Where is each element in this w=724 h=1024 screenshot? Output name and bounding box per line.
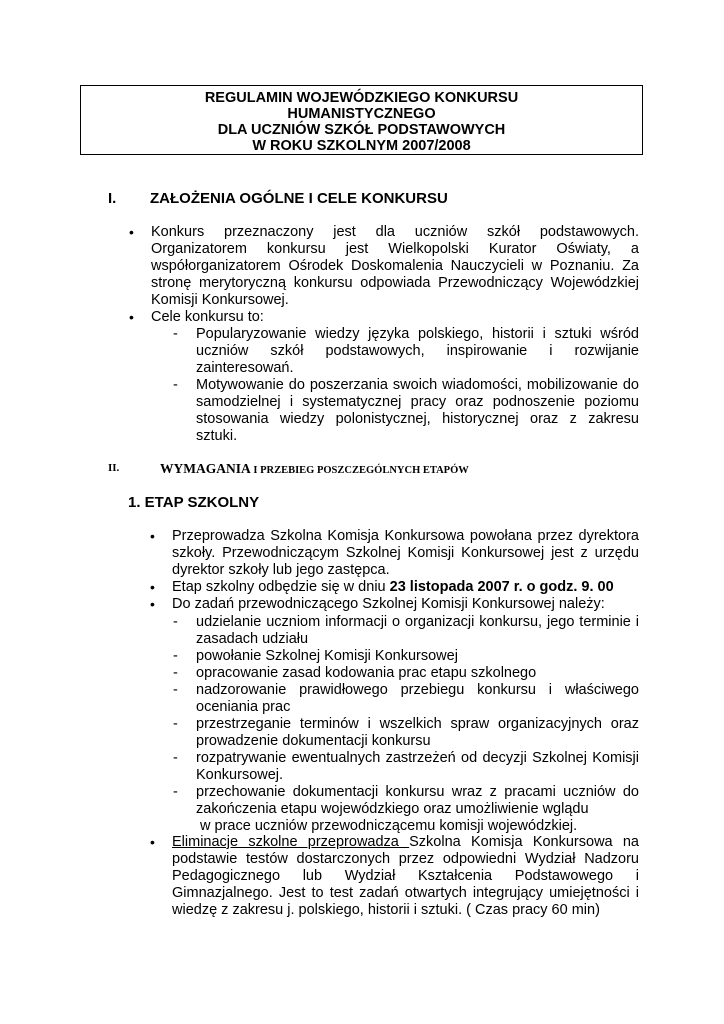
stage-1-date: 23 listopada 2007 r. o godz. 9. 00 — [389, 579, 614, 595]
duty-5: przestrzeganie terminów i wszelkich spraw organizacyjnych oraz prowadzenie dokumentacji konkursu — [196, 716, 639, 749]
duty-7: przechowanie dokumentacji konkursu wraz z pracami uczniów do zakończenia etapu wojewódzkiego oraz umożliwienie wglądu — [196, 784, 639, 817]
dash-marker: - — [173, 377, 178, 393]
stage-1-eliminations — [150, 834, 639, 919]
duty-item — [173, 716, 639, 750]
title-line-2: HUMANISTYCZNEGO — [287, 106, 436, 122]
duty-item — [173, 784, 639, 818]
eliminations-text: Szkolna Komisja Konkursowa na podstawie testów dostarczonych przez odpowiedni Wydział Nadzoru Pedagogicznego lub Wydział Kształcenia Podstawowego i Gimnazjalnego. Jest to test zadań otwartych integrujący umiejętności i wiedzę z zakresu j. polskiego, historii i sztuki. ( Czas pracy 60 min) — [172, 834, 639, 918]
goals-list — [173, 326, 639, 445]
stage-1-content — [150, 528, 639, 613]
duty-item — [173, 648, 639, 665]
section-1-bullet-2: Cele konkursu to: — [151, 309, 264, 325]
title-line-3: DLA UCZNIÓW SZKÓŁ PODSTAWOWYCH — [217, 122, 506, 138]
stage-1-bullet-3: Do zadań przewodniczącego Szkolnej Komisji Konkursowej należy: — [172, 596, 605, 612]
list-item — [150, 834, 639, 919]
bullet-icon: • — [129, 224, 134, 240]
stage-1-bullet-1: Przeprowadza Szkolna Komisja Konkursowa powołana przez dyrektora szkoły. Przewodniczącym Szkolnej Komisji Konkursowej jest z urzędu dyrektor szkoły lub jego zastępca. — [172, 528, 639, 578]
duty-2: powołanie Szkolnej Komisji Konkursowej — [196, 648, 458, 664]
section-1-content — [129, 224, 639, 326]
duties-list — [173, 614, 639, 835]
dash-marker: - — [173, 614, 178, 630]
section-2-title-rest: I PRZEBIEG POSZCZEGÓLNYCH ETAPÓW — [250, 465, 469, 476]
section-2-title-main: WYMAGANIA — [160, 461, 251, 476]
goal-2: Motywowanie do poszerzania swoich wiadomości, mobilizowanie do samodzielnej i systematycznej pracy oraz podnoszenie poziomu stosowania wiedzy polonistycznej, historycznej oraz z zakresu sztuki. — [196, 377, 639, 444]
section-2-title — [160, 460, 469, 479]
list-item — [150, 579, 639, 596]
goal-item — [173, 326, 639, 377]
duty-item — [173, 750, 639, 784]
goal-item — [173, 377, 639, 445]
dash-marker: - — [173, 716, 178, 732]
list-item — [129, 309, 639, 326]
stage-1-heading: 1. ETAP SZKOLNY — [128, 494, 260, 511]
goal-1: Popularyzowanie wiedzy języka polskiego, historii i sztuki wśród uczniów szkół podstawowych, inspirowanie i rozwijanie zainteresowań. — [196, 326, 639, 376]
dash-marker: - — [173, 648, 178, 664]
section-2-number: II. — [108, 462, 120, 474]
dash-marker: - — [173, 682, 178, 698]
list-item — [150, 596, 639, 613]
bullet-icon: • — [129, 309, 134, 325]
eliminations-underlined: Eliminacje szkolne przeprowadza — [172, 834, 410, 850]
document-title — [80, 85, 643, 155]
bullet-icon: • — [150, 596, 155, 612]
duty-3: opracowanie zasad kodowania prac etapu szkolnego — [196, 665, 537, 681]
stage-1-bullet-2-prefix: Etap szkolny odbędzie się w dniu — [172, 579, 390, 595]
section-1-bullet-1: Konkurs przeznaczony jest dla uczniów szkół podstawowych. Organizatorem konkursu jest Wielkopolski Kurator Oświaty, a współorganizatorem Ośrodek Doskomalenia Nauczycieli w Poznaniu. Za stronę merytoryczną konkursu odpowiada Przewodniczący Wojewódzkiej Komisji Konkursowej. — [151, 224, 639, 308]
duty-item — [173, 682, 639, 716]
duty-1: udzielanie uczniom informacji o organizacji konkursu, jego terminie i zasadach udziału — [196, 614, 639, 647]
list-item — [129, 224, 639, 309]
dash-marker: - — [173, 326, 178, 342]
dash-marker: - — [173, 665, 178, 681]
dash-marker: - — [173, 750, 178, 766]
bullet-icon: • — [150, 528, 155, 544]
bullet-icon: • — [150, 834, 155, 850]
duty-item — [173, 665, 639, 682]
bullet-icon: • — [150, 579, 155, 595]
title-line-4: W ROKU SZKOLNYM 2007/2008 — [252, 138, 471, 154]
list-item — [150, 528, 639, 579]
duty-item — [173, 614, 639, 648]
duty-6: rozpatrywanie ewentualnych zastrzeżeń od decyzji Szkolnej Komisji Konkursowej. — [196, 750, 639, 783]
dash-marker: - — [173, 784, 178, 800]
duty-4: nadzorowanie prawidłowego przebiegu konkursu i właściwego oceniania prac — [196, 682, 639, 715]
title-line-1: REGULAMIN WOJEWÓDZKIEGO KONKURSU — [204, 90, 519, 106]
section-1-number: I. — [108, 190, 117, 207]
duty-continuation: w prace uczniów przewodniczącemu komisji wojewódzkiej. — [196, 818, 578, 834]
section-1-title: ZAŁOŻENIA OGÓLNE I CELE KONKURSU — [150, 190, 448, 207]
